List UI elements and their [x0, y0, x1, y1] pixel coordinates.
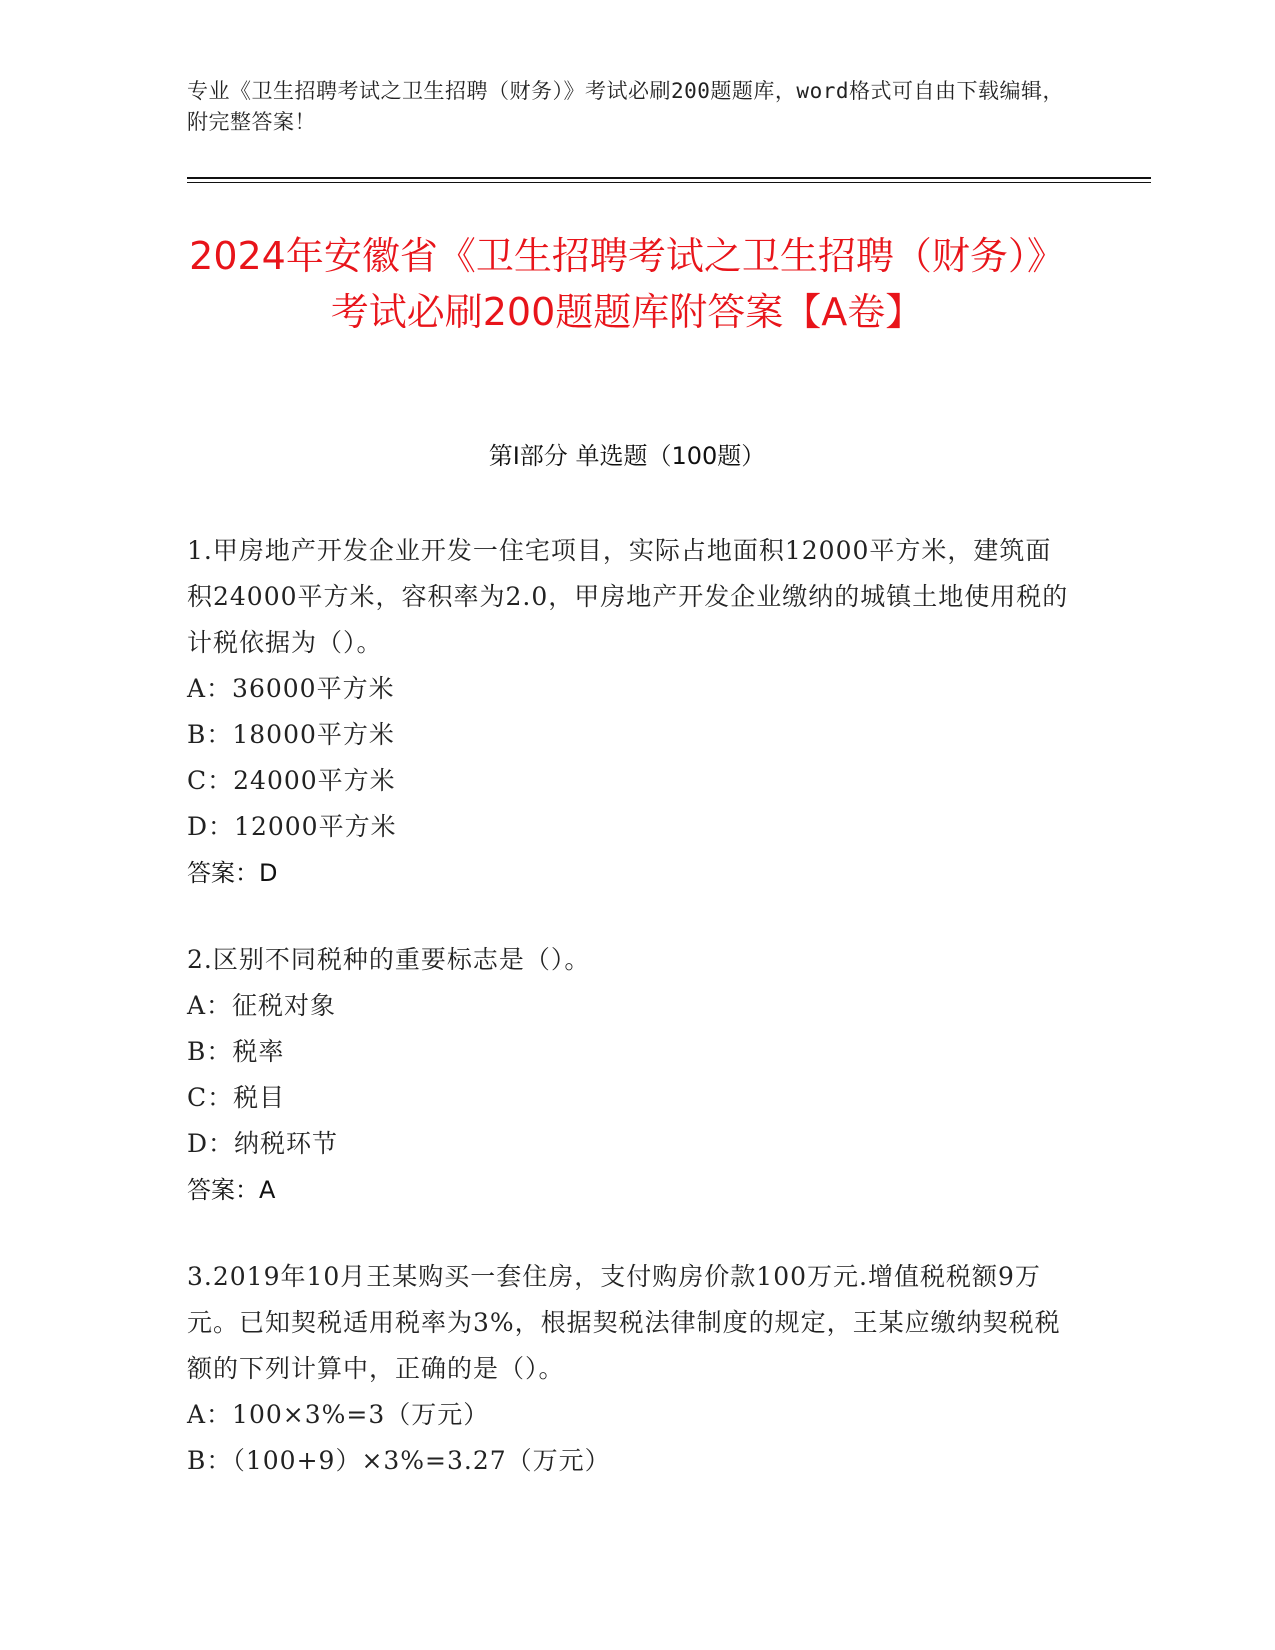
- question-3: [187, 1254, 1077, 1484]
- option-d: D：12000平方米: [187, 812, 397, 841]
- question-stem: 1.甲房地产开发企业开发一住宅项目，实际占地面积12000平方米，建筑面积24000平方米，容积率为2.0，甲房地产开发企业缴纳的城镇土地使用税的计税依据为（）。: [187, 536, 1069, 657]
- option-b: B：税率: [187, 1037, 285, 1066]
- option-d: D：纳税环节: [187, 1129, 339, 1158]
- question-2: [187, 937, 1077, 1213]
- header-note: 专业《卫生招聘考试之卫生招聘（财务）》考试必刷200题题库，word格式可自由下载编辑，附完整答案！: [187, 79, 1064, 134]
- question-stem: 3.2019年10月王某购买一套住房，支付购房价款100万元.增值税税额9万元。已知契税适用税率为3%，根据契税法律制度的规定，王某应缴纳契税税额的下列计算中，正确的是（）。: [187, 1262, 1061, 1383]
- option-b: B：18000平方米: [187, 720, 395, 749]
- document-title: 2024年安徽省《卫生招聘考试之卫生招聘（财务）》考试必刷200题题库附答案【A卷】: [189, 234, 1065, 334]
- question-1: [187, 528, 1077, 896]
- option-c: C：税目: [187, 1083, 286, 1112]
- question-stem: 2.区别不同税种的重要标志是（）。: [187, 945, 591, 974]
- option-b: B：（100+9）×3%=3.27（万元）: [187, 1446, 611, 1475]
- option-a: A：100×3%=3（万元）: [187, 1400, 490, 1429]
- section-title: 第Ⅰ部分 单选题（100题）: [488, 442, 766, 470]
- answer-text: 答案：A: [187, 1176, 276, 1204]
- option-a: A：征税对象: [187, 991, 337, 1020]
- option-c: C：24000平方米: [187, 766, 396, 795]
- header-divider-thick: [187, 177, 1151, 179]
- answer-text: 答案：D: [187, 859, 278, 887]
- option-a: A：36000平方米: [187, 674, 395, 703]
- header-divider-thin: [187, 182, 1151, 183]
- question-list: [187, 528, 1077, 1525]
